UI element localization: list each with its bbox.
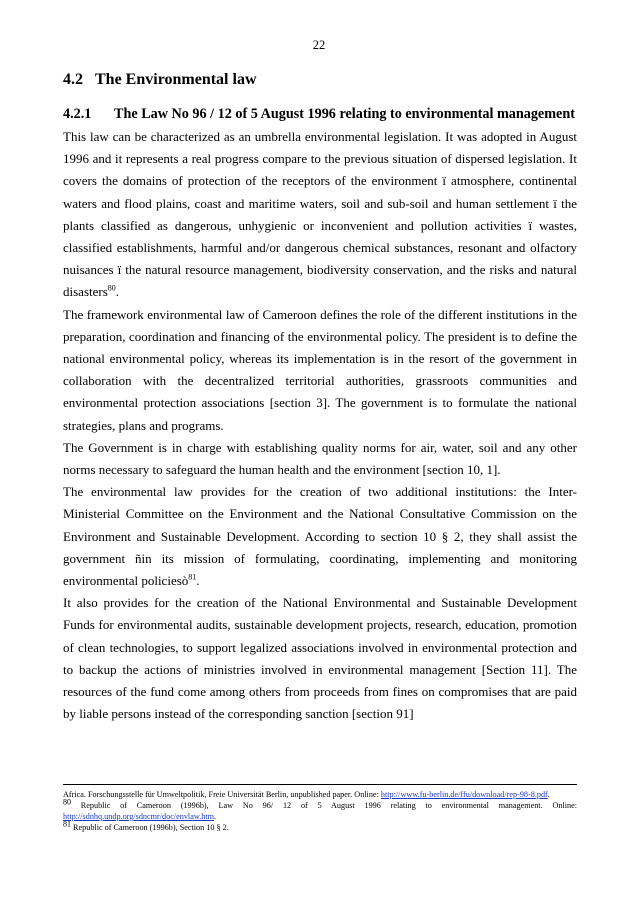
paragraph-quality-norms — [63, 437, 577, 481]
footnote-80 — [63, 797, 577, 822]
paragraph-funds — [63, 592, 577, 725]
paragraph-text: The framework environmental law of Cameroon defines the role of the different institutions in the preparation, coordination and financing of the environmental policy. The president is to define the national environmental policy, whereas its implementation is in the resort of the government in collaboration with the decentralized territorial authorities, grassroots communities and environmental protection associations [section 3]. The government is to formulate the national strategies, plans and programs. — [63, 306, 577, 433]
footnote-ref-81[interactable]: 81 — [188, 572, 197, 582]
subsection-title: The Law No 96 / 12 of 5 August 1996 relating to environmental management — [114, 106, 575, 122]
subsection-number: 4.2.1 — [63, 106, 92, 122]
footnote-text: Republic of Cameroon (1996b), Law No 96/ 12 of 5 August 1996 relating to environmental management. Online: — [71, 801, 577, 810]
paragraph-tail: . — [196, 573, 200, 589]
paragraph-new-institutions — [63, 481, 577, 592]
paragraph-text: It also provides for the creation of the National Environmental and Sustainable Development Funds for environmental audits, sustainable development projects, research, education, promotion of clean technologies, to support legalized associations involved in environmental protection and to backup the actions of ministries involved in environmental management [Section 11]. The resources of the fund come among others from proceeds from fines on compromises that are paid by liable persons instead of the corresponding sanction [section 91] — [63, 595, 577, 722]
footnote-link[interactable]: http://www.fu-berlin.de/ffu/download/rep-98-8.pdf — [380, 790, 548, 799]
footnote-text: Africa. Forschungsstelle für Umweltpolitik, Freie Universität Berlin, unpublished paper. Online: — [63, 790, 381, 799]
paragraph-tail: . — [115, 284, 120, 300]
paragraph-text: The environmental law provides for the creation of two additional institutions: the Inter-Ministerial Committee on the Environment and the National Consultative Commission on the Environment and Sustainable Development. According to section 10 § 2, they shall assist the government ñin its mission of formulating, coordinating, implementing and monitoring environmental policiesò — [63, 484, 577, 589]
subsection-heading — [63, 102, 577, 126]
footnote-mark: 81 — [63, 819, 71, 829]
footnote-ref-80[interactable]: 80 — [107, 284, 116, 294]
paragraph-text: This law can be characterized as an umbrella environmental legislation. It was adopted in August 1996 and it represents a real progress compare to the previous situation of dispersed legislation. It covers the domains of protection of the receptors of the environment ï atmosphere, continental waters and flood plains, coast and maritime waters, soil and sub-soil and human settlement ï the plants classified as dangerous, unhygienic or inconvenient and pollution activities ï wastes, classified establishments, harmful and/or dangerous chemical substances, resonant and olfactory nuisances ï the natural resource management, biodiversity conservation, and the risks and natural disasters — [63, 129, 577, 300]
footnote-tail: . — [547, 790, 550, 799]
footnotes — [63, 784, 577, 833]
section-number: 4.2 — [63, 71, 83, 88]
footnote-mark: 80 — [63, 797, 71, 807]
footnote-81 — [63, 819, 577, 833]
page-number: 22 — [312, 38, 326, 52]
page-content — [63, 70, 577, 725]
paragraph-scope — [63, 126, 577, 304]
body-text — [63, 126, 577, 725]
section-title: The Environmental law — [95, 71, 257, 88]
section-heading — [63, 70, 577, 102]
paragraph-text: The Government is in charge with establishing quality norms for air, water, soil and any other norms necessary to safeguard the human health and the environment [section 10, 1]. — [63, 439, 577, 478]
footnote-link[interactable]: http://sdnhq.undp.org/sdncmr/doc/envlaw.htm — [63, 812, 214, 821]
footnote-79-continued — [63, 789, 577, 800]
paragraph-institutions — [63, 304, 577, 437]
footnote-tail: . — [214, 812, 217, 821]
footnote-text: Republic of Cameroon (1996b), Section 10 § 2. — [71, 823, 229, 832]
